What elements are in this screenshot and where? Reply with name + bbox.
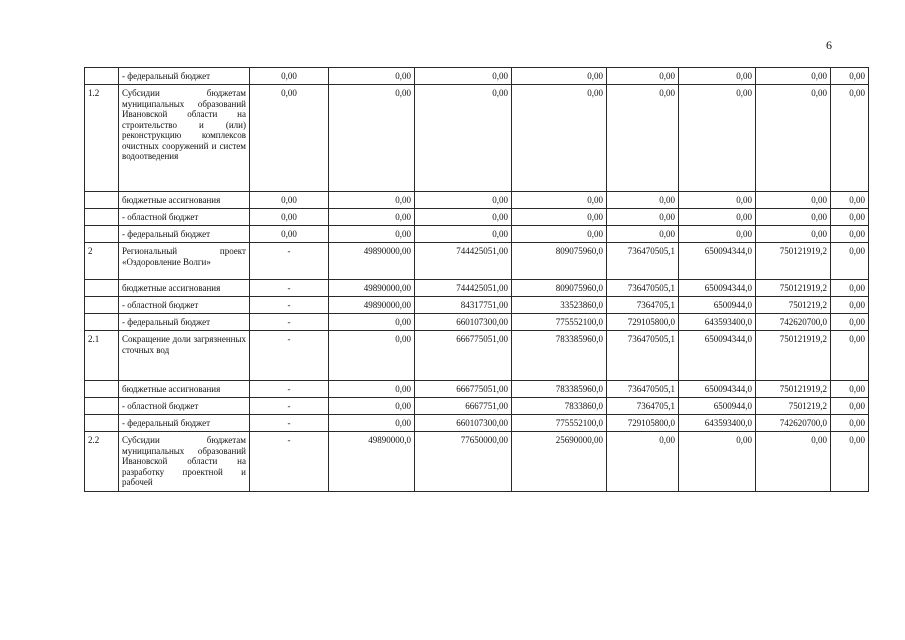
table-row <box>85 226 869 243</box>
value-cell: 650094344,0 <box>679 331 756 381</box>
value-cell: 0,00 <box>831 381 869 398</box>
value-cell: 775552100,0 <box>512 314 607 331</box>
row-number-cell <box>85 415 119 432</box>
value-cell: 0,00 <box>415 85 512 192</box>
row-description-cell: Субсидии бюджетам муниципальных образований Ивановской области на разработку проектной и рабочей <box>119 432 250 492</box>
value-cell: 0,00 <box>607 85 679 192</box>
value-cell: - <box>250 314 329 331</box>
row-description-cell: - федеральный бюджет <box>119 226 250 243</box>
value-cell: 25690000,00 <box>512 432 607 492</box>
row-number-cell <box>85 280 119 297</box>
row-description-cell: Субсидии бюджетам муниципальных образований Ивановской области на строительство и (или) реконструкцию комплексов очистных сооружений и систем водоотведения <box>119 85 250 192</box>
value-cell: 0,00 <box>250 209 329 226</box>
value-cell: - <box>250 297 329 314</box>
value-cell: 0,00 <box>329 192 415 209</box>
row-description-cell: - федеральный бюджет <box>119 314 250 331</box>
value-cell: 0,00 <box>756 85 831 192</box>
table-row <box>85 243 869 280</box>
value-cell: 0,00 <box>831 192 869 209</box>
value-cell: 0,00 <box>831 331 869 381</box>
table-row <box>85 398 869 415</box>
value-cell: 0,00 <box>607 432 679 492</box>
row-description-cell: бюджетные ассигнования <box>119 381 250 398</box>
value-cell: 0,00 <box>679 432 756 492</box>
table-row <box>85 85 869 192</box>
value-cell: 0,00 <box>607 209 679 226</box>
value-cell: 650094344,0 <box>679 280 756 297</box>
value-cell: 7364705,1 <box>607 398 679 415</box>
value-cell: 0,00 <box>831 398 869 415</box>
value-cell: 0,00 <box>756 226 831 243</box>
value-cell: 0,00 <box>607 192 679 209</box>
value-cell: 84317751,00 <box>415 297 512 314</box>
value-cell: 0,00 <box>329 314 415 331</box>
value-cell: 0,00 <box>512 209 607 226</box>
row-number-cell <box>85 381 119 398</box>
value-cell: 0,00 <box>329 226 415 243</box>
value-cell: 0,00 <box>250 85 329 192</box>
value-cell: 0,00 <box>607 226 679 243</box>
value-cell: 0,00 <box>831 280 869 297</box>
value-cell: 7364705,1 <box>607 297 679 314</box>
value-cell: 809075960,0 <box>512 243 607 280</box>
value-cell: 0,00 <box>329 381 415 398</box>
value-cell: 0,00 <box>756 68 831 85</box>
value-cell: 742620700,0 <box>756 314 831 331</box>
value-cell: 0,00 <box>329 415 415 432</box>
value-cell: - <box>250 243 329 280</box>
row-number-cell <box>85 192 119 209</box>
value-cell: 6500944,0 <box>679 297 756 314</box>
budget-table <box>84 67 869 492</box>
value-cell: 783385960,0 <box>512 381 607 398</box>
value-cell: 660107300,00 <box>415 314 512 331</box>
value-cell: 0,00 <box>831 226 869 243</box>
row-number-cell: 2 <box>85 243 119 280</box>
value-cell: 750121919,2 <box>756 331 831 381</box>
value-cell: 0,00 <box>512 85 607 192</box>
value-cell: 0,00 <box>831 432 869 492</box>
value-cell: 0,00 <box>329 68 415 85</box>
row-description-cell: Сокращение доли загрязненных сточных вод <box>119 331 250 381</box>
value-cell: 0,00 <box>329 331 415 381</box>
value-cell: - <box>250 415 329 432</box>
value-cell: 783385960,0 <box>512 331 607 381</box>
row-description-cell: Региональный проект «Оздоровление Волги» <box>119 243 250 280</box>
value-cell: 49890000,00 <box>329 297 415 314</box>
value-cell: 643593400,0 <box>679 314 756 331</box>
table-row <box>85 280 869 297</box>
value-cell: 666775051,00 <box>415 381 512 398</box>
value-cell: 0,00 <box>756 432 831 492</box>
value-cell: 33523860,0 <box>512 297 607 314</box>
row-description-cell: - областной бюджет <box>119 398 250 415</box>
value-cell: 736470505,1 <box>607 280 679 297</box>
value-cell: 0,00 <box>679 226 756 243</box>
value-cell: 0,00 <box>831 243 869 280</box>
value-cell: 0,00 <box>329 398 415 415</box>
table-row <box>85 68 869 85</box>
value-cell: 0,00 <box>329 209 415 226</box>
value-cell: 49890000,00 <box>329 280 415 297</box>
value-cell: 650094344,0 <box>679 243 756 280</box>
row-description-cell: - областной бюджет <box>119 297 250 314</box>
value-cell: 0,00 <box>831 415 869 432</box>
value-cell: 750121919,2 <box>756 280 831 297</box>
row-number-cell <box>85 68 119 85</box>
value-cell: 7501219,2 <box>756 398 831 415</box>
value-cell: - <box>250 280 329 297</box>
value-cell: 0,00 <box>831 68 869 85</box>
table-row <box>85 381 869 398</box>
value-cell: 0,00 <box>831 85 869 192</box>
value-cell: 0,00 <box>679 192 756 209</box>
row-description-cell: - федеральный бюджет <box>119 415 250 432</box>
row-number-cell: 2.2 <box>85 432 119 492</box>
value-cell: 0,00 <box>415 209 512 226</box>
value-cell: 7501219,2 <box>756 297 831 314</box>
value-cell: - <box>250 432 329 492</box>
value-cell: 742620700,0 <box>756 415 831 432</box>
table-body <box>85 68 869 492</box>
value-cell: - <box>250 398 329 415</box>
row-number-cell: 2.1 <box>85 331 119 381</box>
value-cell: 729105800,0 <box>607 415 679 432</box>
row-number-cell <box>85 209 119 226</box>
value-cell: 660107300,00 <box>415 415 512 432</box>
value-cell: 750121919,2 <box>756 243 831 280</box>
value-cell: 77650000,00 <box>415 432 512 492</box>
table-row <box>85 314 869 331</box>
row-description-cell: - областной бюджет <box>119 209 250 226</box>
value-cell: 729105800,0 <box>607 314 679 331</box>
table-row <box>85 192 869 209</box>
value-cell: 0,00 <box>415 226 512 243</box>
table-row <box>85 209 869 226</box>
value-cell: 0,00 <box>329 85 415 192</box>
value-cell: 0,00 <box>250 226 329 243</box>
row-description-cell: - федеральный бюджет <box>119 68 250 85</box>
row-description-cell: бюджетные ассигнования <box>119 280 250 297</box>
value-cell: 744425051,00 <box>415 243 512 280</box>
value-cell: 6667751,00 <box>415 398 512 415</box>
value-cell: 775552100,0 <box>512 415 607 432</box>
value-cell: 0,00 <box>756 192 831 209</box>
row-number-cell <box>85 314 119 331</box>
value-cell: 0,00 <box>250 68 329 85</box>
value-cell: 0,00 <box>250 192 329 209</box>
value-cell: 744425051,00 <box>415 280 512 297</box>
value-cell: - <box>250 331 329 381</box>
table-row <box>85 297 869 314</box>
row-number-cell <box>85 398 119 415</box>
value-cell: 6500944,0 <box>679 398 756 415</box>
value-cell: 0,00 <box>679 209 756 226</box>
row-number-cell <box>85 226 119 243</box>
value-cell: 750121919,2 <box>756 381 831 398</box>
page-number: 6 <box>826 38 832 52</box>
value-cell: 0,00 <box>607 68 679 85</box>
value-cell: 0,00 <box>831 297 869 314</box>
table-row <box>85 331 869 381</box>
row-number-cell <box>85 297 119 314</box>
value-cell: 0,00 <box>512 68 607 85</box>
value-cell: 736470505,1 <box>607 331 679 381</box>
value-cell: 0,00 <box>512 192 607 209</box>
value-cell: 49890000,0 <box>329 432 415 492</box>
value-cell: 7833860,0 <box>512 398 607 415</box>
value-cell: 809075960,0 <box>512 280 607 297</box>
value-cell: 0,00 <box>512 226 607 243</box>
row-number-cell: 1.2 <box>85 85 119 192</box>
value-cell: 736470505,1 <box>607 381 679 398</box>
value-cell: 0,00 <box>415 192 512 209</box>
value-cell: 0,00 <box>756 209 831 226</box>
value-cell: 0,00 <box>679 85 756 192</box>
value-cell: - <box>250 381 329 398</box>
table-row <box>85 415 869 432</box>
table-row <box>85 432 869 492</box>
value-cell: 650094344,0 <box>679 381 756 398</box>
value-cell: 736470505,1 <box>607 243 679 280</box>
value-cell: 666775051,00 <box>415 331 512 381</box>
value-cell: 0,00 <box>679 68 756 85</box>
value-cell: 0,00 <box>831 314 869 331</box>
row-description-cell: бюджетные ассигнования <box>119 192 250 209</box>
value-cell: 0,00 <box>415 68 512 85</box>
value-cell: 0,00 <box>831 209 869 226</box>
value-cell: 643593400,0 <box>679 415 756 432</box>
value-cell: 49890000,00 <box>329 243 415 280</box>
